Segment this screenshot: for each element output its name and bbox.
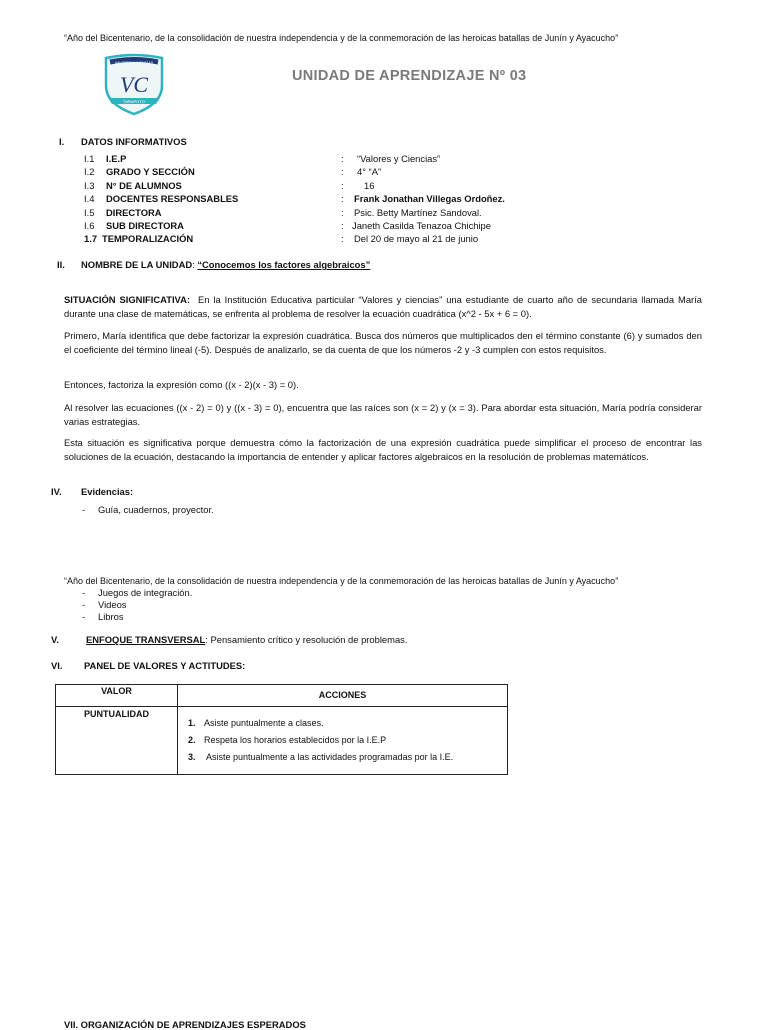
info-row-colon: : bbox=[341, 207, 344, 218]
situation-intro: En la Institución Educativa particular “Valores y ciencias” una estudiante de cuarto año de secundaria llamada María durante una clase de matemáticas, se enfrenta al problema de resolver la ecuación cuadrática (x^2 - 5x + 6 = 0). bbox=[64, 294, 702, 319]
section-v-title: ENFOQUE TRANSVERSAL bbox=[86, 634, 206, 645]
evidence-item: - Guía, cuadernos, proyector. bbox=[82, 504, 214, 515]
unit-name: “Conocemos los factores algebraicos” bbox=[197, 259, 371, 270]
info-row bbox=[84, 193, 584, 206]
actions-cell bbox=[178, 707, 508, 775]
info-row-colon: : bbox=[341, 166, 344, 177]
resource-item: - Libros bbox=[82, 611, 124, 622]
values-table bbox=[55, 684, 508, 775]
logo-text-top: VALORES Y CIENCIAS bbox=[115, 61, 153, 65]
section-v-numeral: V. bbox=[51, 634, 59, 645]
info-row bbox=[84, 220, 584, 233]
info-row-colon: : bbox=[341, 193, 344, 204]
info-row-number: I.6 bbox=[84, 220, 95, 231]
info-row-number: 1.7 bbox=[84, 233, 98, 244]
action-item bbox=[188, 715, 507, 732]
action-item bbox=[188, 749, 507, 766]
situation-paragraph-2: Entonces, factoriza la expresión como ((x - 2)(x - 3) = 0). bbox=[64, 379, 299, 390]
header-valor: VALOR bbox=[56, 685, 178, 707]
info-row-value: 16 bbox=[364, 180, 375, 191]
section-v-line bbox=[86, 634, 407, 645]
info-row-label: TEMPORALIZACIÓN bbox=[102, 233, 194, 244]
info-row bbox=[84, 233, 584, 246]
info-row-colon: : bbox=[341, 180, 344, 191]
info-row-label: DOCENTES RESPONSABLES bbox=[106, 193, 239, 204]
logo-text-bottom: TARAPOTO bbox=[123, 99, 145, 104]
info-row bbox=[84, 166, 584, 179]
section-iv-numeral: IV. bbox=[51, 486, 62, 497]
action-number: 3. bbox=[188, 752, 196, 762]
info-row-colon: : bbox=[341, 233, 344, 244]
info-row bbox=[84, 153, 584, 166]
section-v-text: : Pensamiento crítico y resolución de problemas. bbox=[205, 634, 408, 645]
header-acciones: ACCIONES bbox=[178, 685, 508, 707]
info-row-number: I.2 bbox=[84, 166, 95, 177]
actions-list bbox=[178, 707, 507, 772]
situation-paragraph-1: Primero, María identifica que debe factorizar la expresión cuadrática. Busca dos números que multiplicados den el término constante (6) y sumados den el coeficiente del término lineal (-5). Después de analizarlo, se da cuenta de que los números -2 y -3 cumplen con estos requisitos. bbox=[64, 330, 702, 355]
info-row-value: “Valores y Ciencias” bbox=[357, 153, 441, 164]
school-logo bbox=[98, 52, 170, 116]
info-row-colon: : bbox=[341, 153, 344, 164]
info-row-label: I.E.P bbox=[106, 153, 127, 164]
info-row-colon: : bbox=[341, 220, 344, 231]
info-row-number: I.1 bbox=[84, 153, 95, 164]
section-ii-line: NOMBRE DE LA UNIDAD: “Conocemos los factores algebraicos” bbox=[81, 259, 371, 270]
section-vi-title: PANEL DE VALORES Y ACTITUDES: bbox=[84, 660, 246, 671]
page2-motto: “Año del Bicentenario, de la consolidación de nuestra independencia y de la conmemoración de las heroicas batallas de Junín y Ayacucho” bbox=[64, 576, 619, 586]
section-vii-heading: VII. ORGANIZACIÓN DE APRENDIZAJES ESPERADOS bbox=[64, 1019, 306, 1030]
info-row-value: Del 20 de mayo al 21 de junio bbox=[354, 233, 479, 244]
info-row-label: GRADO Y SECCIÓN bbox=[106, 166, 195, 177]
logo-monogram: VC bbox=[119, 72, 149, 97]
action-text: Asiste puntualmente a clases. bbox=[204, 718, 324, 728]
info-row-number: I.3 bbox=[84, 180, 95, 191]
info-row-number: I.4 bbox=[84, 193, 95, 204]
info-row bbox=[84, 207, 584, 220]
action-item bbox=[188, 732, 507, 749]
situation-paragraph-4: Esta situación es significativa porque demuestra cómo la factorización de una expresión cuadrática puede simplificar el proceso de encontrar las soluciones de la ecuación, destacando la importancia de entender y aplicar factores algebraicos en la resolución de problemas matemáticos. bbox=[64, 437, 702, 462]
info-row-value: 4° “A” bbox=[357, 166, 382, 177]
unit-title: UNIDAD DE APRENDIZAJE Nº 03 bbox=[292, 68, 527, 84]
situation-intro-paragraph bbox=[64, 293, 702, 320]
section-vi-numeral: VI. bbox=[51, 660, 63, 671]
info-row bbox=[84, 180, 584, 193]
action-number: 1. bbox=[188, 718, 196, 728]
action-text: Respeta los horarios establecidos por la I.E.P bbox=[204, 735, 387, 745]
situation-label: SITUACIÓN SIGNIFICATIVA: bbox=[64, 294, 191, 305]
header-motto: “Año del Bicentenario, de la consolidación de nuestra independencia y de la conmemoración de las heroicas batallas de Junín y Ayacucho” bbox=[64, 33, 619, 43]
situation-paragraph-3: Al resolver las ecuaciones ((x - 2) = 0) y ((x - 3) = 0), encuentra que las raíces son (x = 2) y (x = 3). Para abordar esta situación, María podría considerar varias estrategias. bbox=[64, 402, 702, 427]
section-ii-numeral: II. bbox=[57, 259, 65, 270]
action-number: 2. bbox=[188, 735, 196, 745]
action-text: Asiste puntualmente a las actividades programadas por la I.E. bbox=[204, 752, 454, 762]
info-row-number: I.5 bbox=[84, 207, 95, 218]
section-ii-title: NOMBRE DE LA UNIDAD bbox=[81, 259, 193, 270]
info-row-value: Frank Jonathan Villegas Ordoñez. bbox=[354, 193, 505, 204]
section-i-title: DATOS INFORMATIVOS bbox=[81, 136, 187, 147]
info-row-label: SUB DIRECTORA bbox=[106, 220, 184, 231]
info-row-label: N° DE ALUMNOS bbox=[106, 180, 182, 191]
resource-item: - Videos bbox=[82, 599, 127, 610]
resource-item: - Juegos de integración. bbox=[82, 587, 193, 598]
value-puntualidad: PUNTUALIDAD bbox=[56, 707, 178, 775]
info-row-value: Janeth Casilda Tenazoa Chichipe bbox=[352, 220, 491, 231]
info-row-value: Psic. Betty Martínez Sandoval. bbox=[354, 207, 482, 218]
section-i-numeral: I. bbox=[59, 136, 65, 147]
info-row-label: DIRECTORA bbox=[106, 207, 162, 218]
section-iv-title: Evidencias: bbox=[81, 486, 134, 497]
